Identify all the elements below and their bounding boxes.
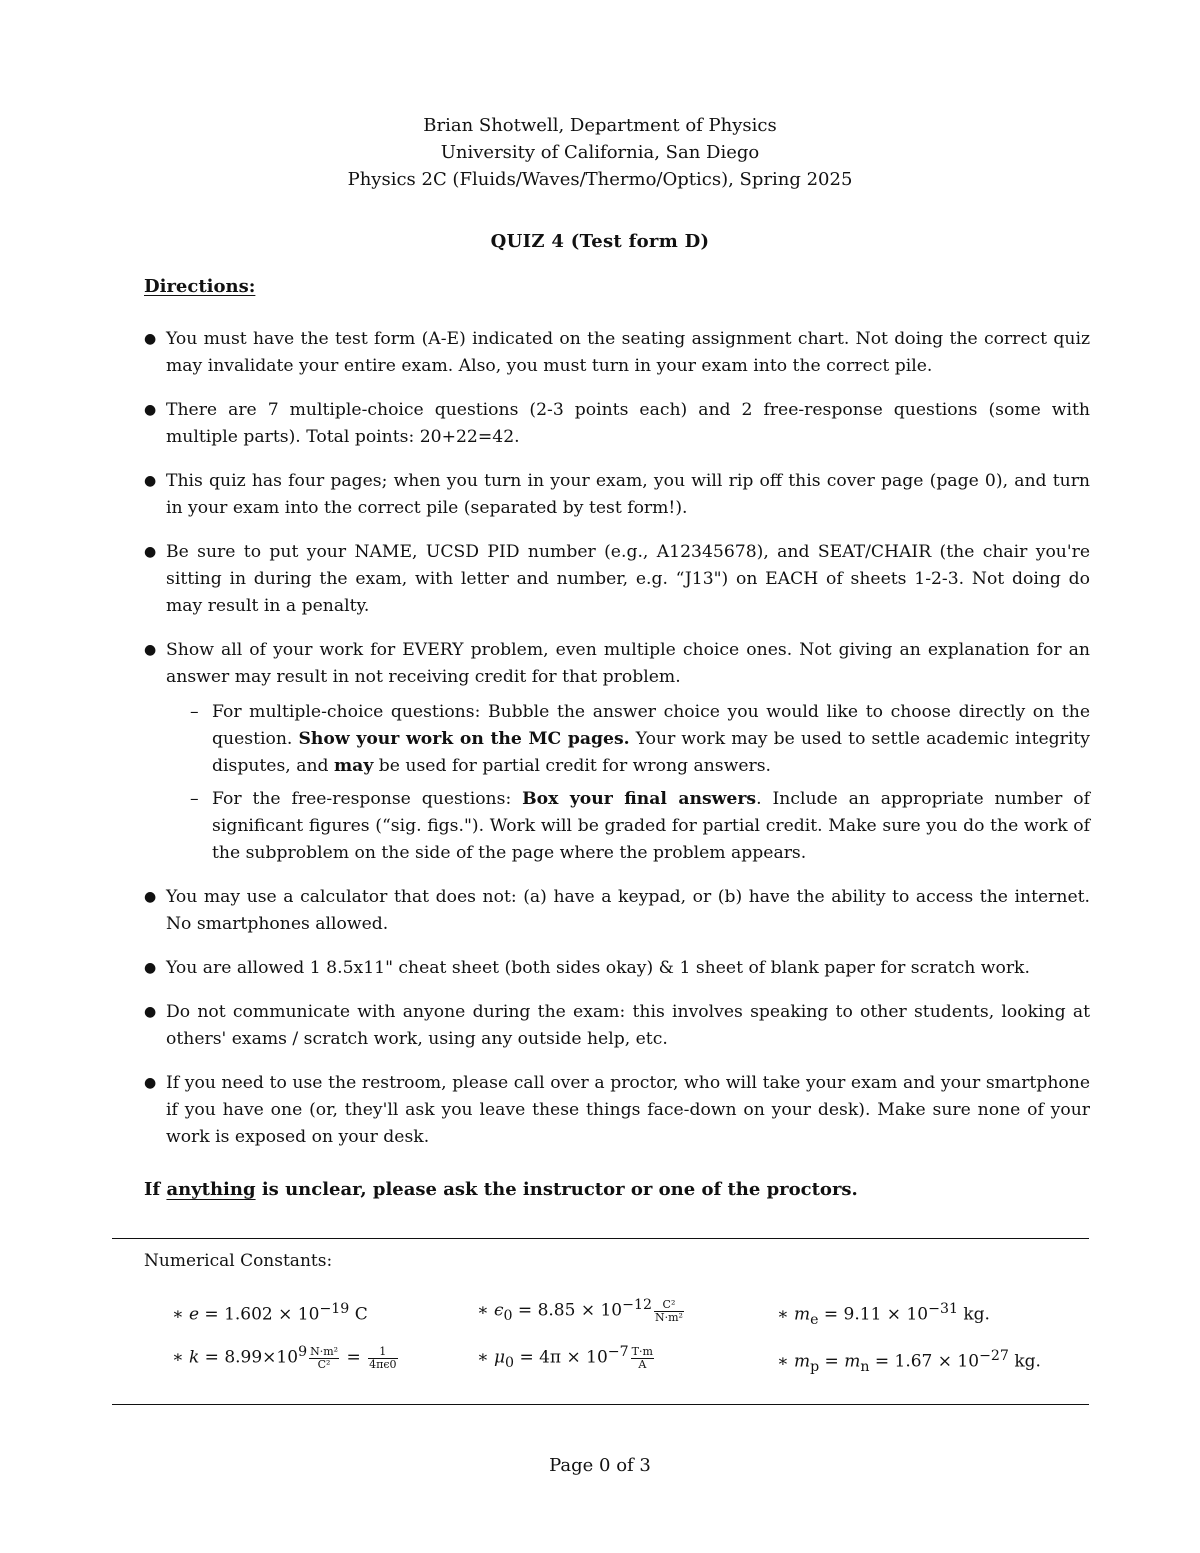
direction-item: [144, 955, 1090, 982]
direction-item: [144, 1070, 1090, 1151]
divider-bottom: [112, 1404, 1089, 1405]
star-icon: ∗: [172, 1304, 184, 1325]
bullet-icon: ●: [144, 402, 157, 418]
subitem-text: For the free-response questions:: [212, 789, 523, 809]
direction-item: [144, 884, 1090, 938]
value: = 4π × 10: [514, 1347, 608, 1368]
dash-icon: –: [190, 702, 199, 722]
subitem-bold: may: [334, 756, 374, 776]
unit-fraction: [309, 1346, 339, 1371]
constants-title: Numerical Constants:: [144, 1251, 333, 1271]
symbol: ϵ: [493, 1300, 504, 1321]
denominator: 4πϵ0: [369, 1357, 397, 1371]
star-icon: ∗: [477, 1347, 489, 1368]
subscript: n: [860, 1359, 870, 1376]
dash-icon: –: [190, 789, 199, 809]
unit-fraction: [631, 1346, 654, 1371]
bullet-icon: ●: [144, 473, 157, 489]
direction-item: [144, 468, 1090, 522]
direction-text: You are allowed 1 8.5x11" cheat sheet (both sides okay) & 1 sheet of blank paper for scratch work.: [166, 958, 1030, 978]
subitem-bold: Show your work on the MC pages.: [298, 729, 630, 749]
direction-text: There are 7 multiple-choice questions (2-3 points each) and 2 free-response questions (some with multiple parts). Total points: 20+22=42.: [166, 400, 1090, 447]
header: [0, 112, 1200, 193]
symbol: m: [844, 1351, 861, 1372]
symbol: k: [188, 1347, 200, 1368]
page-number: Page 0 of 3: [549, 1455, 651, 1476]
constant-mu-zero: [477, 1344, 656, 1371]
divider-top: [112, 1238, 1089, 1239]
closing-text: If: [144, 1179, 167, 1200]
equals: =: [341, 1347, 367, 1368]
bullet-icon: ●: [144, 960, 157, 976]
numerator: N·m²: [310, 1344, 339, 1358]
directions-list: [144, 326, 1090, 1168]
header-author: Brian Shotwell, Department of Physics: [423, 115, 777, 136]
direction-subitem-mc: [166, 699, 1090, 780]
subitem-text: . Include an appropriate number of significant figures (“sig. figs."). Work will be graded for partial credit. Make sure you do the work of the subproblem on the side of the page where the problem appears.: [212, 789, 1090, 863]
direction-text: Do not communicate with anyone during the exam: this involves speaking to other students, looking at others' exams / scratch work, using any outside help, etc.: [166, 1002, 1090, 1049]
subitem-bold: Box your final answers: [522, 789, 757, 809]
subscript: p: [810, 1359, 820, 1376]
constant-proton-neutron-mass: [777, 1348, 1041, 1375]
bullet-icon: ●: [144, 1075, 157, 1091]
numerator: T·m: [631, 1344, 653, 1358]
closing-underlined: anything: [166, 1179, 256, 1200]
exponent: 9: [298, 1344, 308, 1360]
inverse-fraction: [368, 1346, 397, 1371]
direction-text: Be sure to put your NAME, UCSD PID number (e.g., A12345678), and SEAT/CHAIR (the chair you're sitting in during the exam, with letter and number, e.g. “J13") on EACH of sheets 1-2-3. Not doing do may result in a penalty.: [166, 542, 1090, 616]
star-icon: ∗: [172, 1347, 184, 1368]
exponent: −7: [607, 1344, 629, 1360]
unit-fraction: [654, 1299, 684, 1324]
direction-item: [144, 539, 1090, 620]
direction-item: [144, 397, 1090, 451]
star-icon: ∗: [777, 1304, 789, 1325]
symbol: m: [793, 1351, 811, 1372]
exponent: −27: [979, 1348, 1009, 1364]
direction-text: If you need to use the restroom, please call over a proctor, who will take your exam and your smartphone if you have one (or, they'll ask you leave these things face-down on your desk). Make sure none of your work is exposed on your desk.: [166, 1073, 1090, 1147]
direction-text: Show all of your work for EVERY problem, even multiple choice ones. Not giving an explanation for an answer may result in not receiving credit for that problem.: [166, 640, 1090, 687]
exponent: −19: [319, 1301, 350, 1317]
closing-note: [144, 1179, 858, 1200]
value: = 8.99×10: [199, 1347, 299, 1368]
star-icon: ∗: [777, 1351, 789, 1372]
unit: kg.: [957, 1304, 990, 1325]
direction-sublist: [166, 699, 1090, 867]
directions-heading: Directions:: [144, 276, 256, 297]
denominator: N·m²: [654, 1310, 683, 1324]
direction-item: [144, 326, 1090, 380]
bullet-icon: ●: [144, 889, 157, 905]
value: = 1.67 × 10: [869, 1351, 980, 1372]
value: = 8.85 × 10: [512, 1300, 623, 1321]
star-icon: ∗: [477, 1300, 489, 1321]
numerator: 1: [368, 1346, 397, 1359]
subitem-text: Your work may be used to settle academic integrity disputes, and: [212, 729, 1090, 776]
bullet-icon: ●: [144, 331, 157, 347]
symbol: m: [793, 1304, 811, 1325]
header-university: University of California, San Diego: [440, 142, 760, 163]
symbol: μ: [493, 1347, 506, 1368]
subitem-text: be used for partial credit for wrong answers.: [373, 756, 772, 776]
header-course: Physics 2C (Fluids/Waves/Thermo/Optics), Spring 2025: [347, 169, 853, 190]
direction-text: You may use a calculator that does not: (a) have a keypad, or (b) have the ability to access the internet. No smartphones allowed.: [166, 887, 1090, 934]
numerator: C²: [654, 1299, 684, 1312]
bullet-icon: ●: [144, 642, 157, 658]
value: = 9.11 × 10: [818, 1304, 929, 1325]
symbol: e: [188, 1304, 200, 1325]
direction-subitem-fr: [166, 786, 1090, 867]
denominator: C²: [317, 1357, 331, 1371]
closing-text: is unclear, please ask the instructor or one of the proctors.: [255, 1179, 858, 1200]
constant-epsilon-zero: [477, 1297, 686, 1324]
constant-electron-charge: [172, 1301, 368, 1325]
subscript: e: [810, 1312, 819, 1329]
equals: =: [819, 1351, 845, 1372]
subitem-text: For multiple-choice questions: Bubble the answer choice you would like to choose directly on the question.: [212, 702, 1090, 749]
subscript: 0: [503, 1308, 513, 1325]
unit: kg.: [1008, 1351, 1041, 1372]
bullet-icon: ●: [144, 544, 157, 560]
exponent: −12: [622, 1297, 652, 1313]
value: = 1.602 × 10: [199, 1304, 320, 1325]
direction-item: [144, 637, 1090, 867]
direction-text: This quiz has four pages; when you turn in your exam, you will rip off this cover page (page 0), and turn in your exam into the correct pile (separated by test form!).: [166, 471, 1090, 518]
quiz-title: QUIZ 4 (Test form D): [490, 231, 710, 252]
direction-item: [144, 999, 1090, 1053]
subscript: 0: [505, 1355, 515, 1372]
direction-text: You must have the test form (A-E) indicated on the seating assignment chart. Not doing the correct quiz may invalidate your entire exam. Also, you must turn in your exam into the correct pile.: [166, 329, 1090, 376]
exponent: −31: [928, 1301, 958, 1317]
denominator: A: [638, 1357, 647, 1371]
constant-coulomb: [172, 1344, 400, 1371]
unit: C: [349, 1304, 368, 1325]
bullet-icon: ●: [144, 1004, 157, 1020]
constant-electron-mass: [777, 1301, 990, 1328]
